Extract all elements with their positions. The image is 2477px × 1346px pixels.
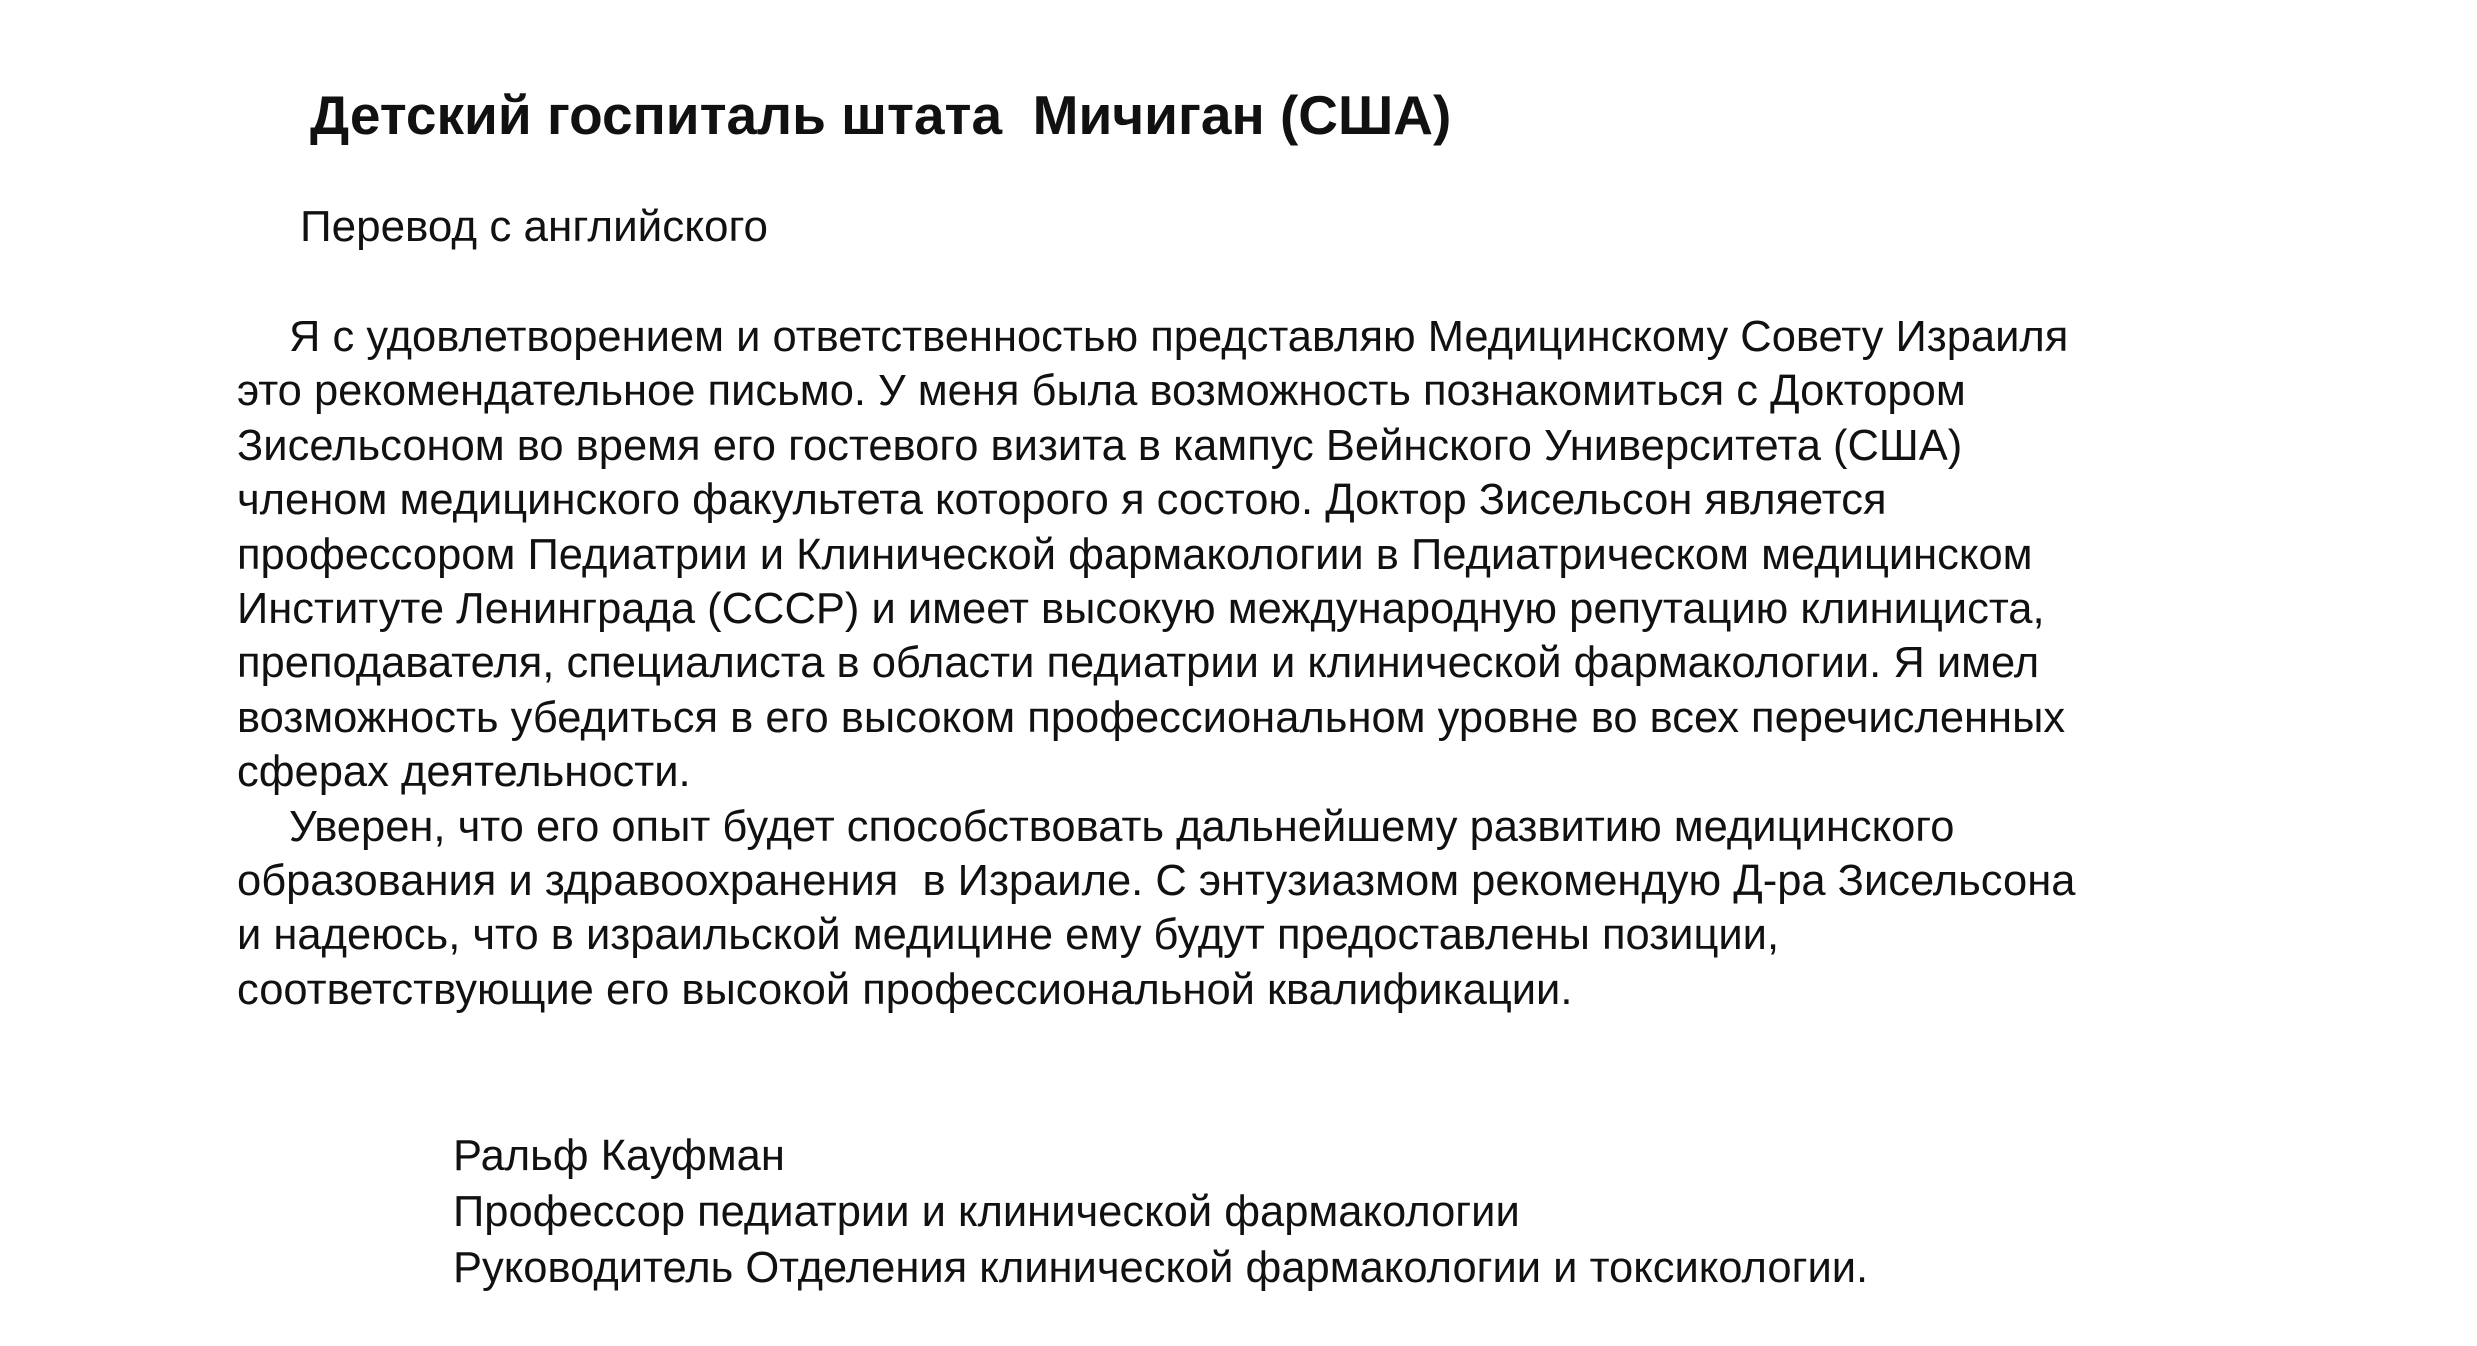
- body-line: возможность убедиться в его высоком профессиональном уровне во всех перечисленных: [237, 693, 2066, 742]
- body-line: образования и здравоохранения в Израиле. С энтузиазмом рекомендую Д-ра Зисельсона: [237, 856, 2076, 905]
- body-line: и надеюсь, что в израильской медицине ему будут предоставлены позиции,: [237, 911, 1780, 960]
- signature-block: [453, 1128, 1868, 1296]
- body-line: соответствующие его высокой профессиональной квалификации.: [237, 965, 1573, 1014]
- body-line: Зисельсоном во время его гостевого визита в кампус Вейнского Университета (США): [237, 421, 1963, 470]
- body-line: профессором Педиатрии и Клинической фармакологии в Педиатрическом медицинском: [237, 530, 2033, 579]
- body-line: это рекомендательное письмо. У меня была возможность познакомиться с Доктором: [237, 367, 1966, 416]
- signatory-name: Ральф Кауфман: [453, 1132, 785, 1180]
- document-title: Детский госпиталь штата Мичиган (США): [310, 84, 1452, 146]
- body-line: сферах деятельности.: [237, 748, 691, 797]
- signatory-department: Руководитель Отделения клинической фармакологии и токсикологии.: [453, 1244, 1869, 1292]
- body-line: Институте Ленинграда (СССР) и имеет высокую международную репутацию клинициста,: [237, 584, 2045, 633]
- body-line: Я с удовлетворением и ответственностью представляю Медицинскому Совету Израиля: [289, 313, 2069, 361]
- body-line: Уверен, что его опыт будет способствовать дальнейшему развитию медицинского: [289, 802, 1955, 851]
- translation-note: Перевод с английского: [300, 202, 768, 251]
- signatory-position: Профессор педиатрии и клинической фармакологии: [453, 1188, 1520, 1236]
- letter-body: [237, 310, 2457, 1017]
- body-line: членом медицинского факультета которого я состою. Доктор Зисельсон является: [237, 476, 1887, 525]
- body-line: преподавателя, специалиста в области педиатрии и клинической фармакологии. Я имел: [237, 639, 2040, 688]
